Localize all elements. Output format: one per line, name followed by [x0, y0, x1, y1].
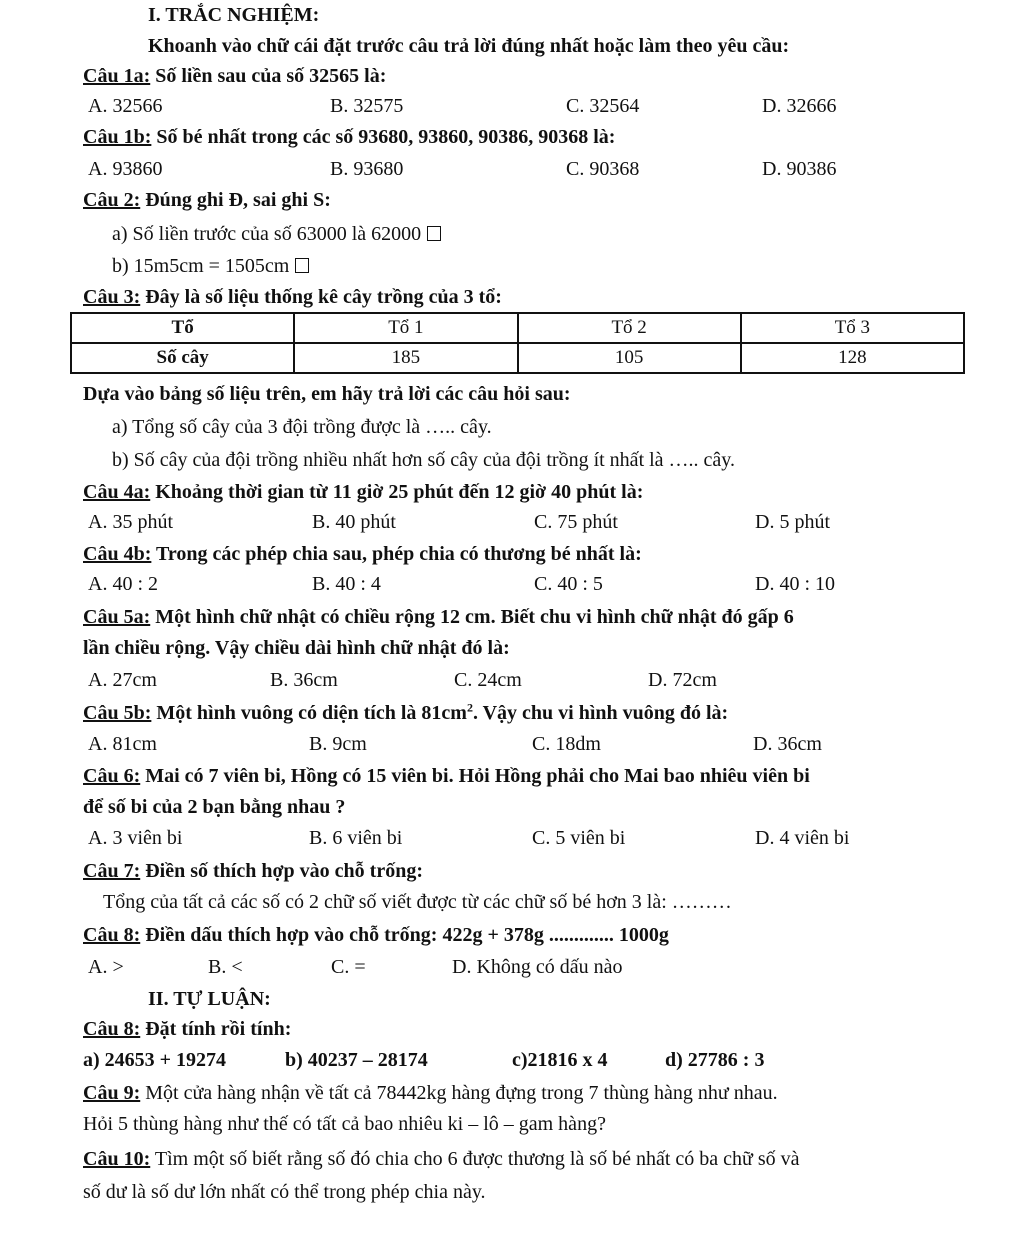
- option-d[interactable]: D. 90386: [762, 158, 837, 180]
- answer-checkbox[interactable]: [427, 226, 441, 241]
- option-b[interactable]: B. 32575: [330, 95, 404, 117]
- q3-item-a: a) Tổng số cây của 3 đội trồng được là ….. cây.: [112, 416, 492, 438]
- option-c[interactable]: C. 90368: [566, 158, 640, 180]
- option-c[interactable]: C. 40 : 5: [534, 573, 603, 595]
- q2-item-b-text: b) 15m5cm = 1505cm: [112, 255, 290, 277]
- question-text: Một hình chữ nhật có chiều rộng 12 cm. Biết chu vi hình chữ nhật đó gấp 6: [150, 606, 794, 628]
- question-text: Khoảng thời gian từ 11 giờ 25 phút đến 12 giờ 40 phút là:: [150, 481, 644, 503]
- q3-item-b: b) Số cây của đội trồng nhiều nhất hơn số cây của đội trồng ít nhất là ….. cây.: [112, 449, 736, 471]
- option-c[interactable]: C. 24cm: [454, 669, 522, 691]
- question-text: Đặt tính rồi tính:: [140, 1018, 292, 1040]
- question-text: Số liền sau của số 32565 là:: [150, 65, 387, 87]
- question-text: Mai có 7 viên bi, Hồng có 15 viên bi. Hỏi Hồng phải cho Mai bao nhiêu viên bi: [140, 765, 810, 787]
- table-cell: Số cây: [71, 343, 294, 373]
- question-text-end: . Vậy chu vi hình vuông đó là:: [472, 702, 729, 724]
- tree-stats-table: [70, 312, 965, 374]
- option-a[interactable]: A. >: [88, 956, 124, 978]
- calc-item-c: c)21816 x 4: [512, 1049, 608, 1071]
- table-cell: Tổ 2: [518, 313, 741, 343]
- question-label: Câu 3:: [83, 286, 141, 308]
- option-b[interactable]: B. 40 : 4: [312, 573, 381, 595]
- question-label: Câu 8:: [83, 924, 141, 946]
- option-a[interactable]: A. 35 phút: [88, 511, 173, 533]
- option-a[interactable]: A. 3 viên bi: [88, 827, 183, 849]
- option-d[interactable]: D. 5 phút: [755, 511, 830, 533]
- option-a[interactable]: A. 93860: [88, 158, 163, 180]
- question-label: Câu 10:: [83, 1148, 151, 1170]
- question-text: Đây là số liệu thống kê cây trồng của 3 tổ:: [140, 286, 502, 308]
- table-cell: 185: [294, 343, 517, 373]
- superscript: 2: [466, 700, 473, 715]
- question-text: Tìm một số biết rằng số đó chia cho 6 được thương là số bé nhất có ba chữ số và: [150, 1148, 800, 1170]
- q2-item-a-text: a) Số liền trước của số 63000 là 62000: [112, 223, 422, 245]
- question-label: Câu 4a:: [83, 481, 151, 503]
- question-label: Câu 1a:: [83, 65, 151, 87]
- option-b[interactable]: B. 93680: [330, 158, 404, 180]
- question-text: Một cửa hàng nhận về tất cả 78442kg hàng đựng trong 7 thùng hàng như nhau.: [140, 1082, 778, 1104]
- question-7-body: Tổng của tất cả các số có 2 chữ số viết được từ các chữ số bé hơn 3 là: ………: [103, 891, 732, 913]
- option-b[interactable]: B. <: [208, 956, 243, 978]
- question-1b: [83, 124, 615, 150]
- question-10-line2: số dư là số dư lớn nhất có thể trong phép chia này.: [83, 1181, 486, 1203]
- question-text: Một hình vuông có diện tích là 81cm: [151, 702, 467, 724]
- question-9: [83, 1080, 778, 1106]
- question-5a-line2: lần chiều rộng. Vậy chiều dài hình chữ nhật đó là:: [83, 637, 510, 659]
- option-c[interactable]: C. =: [331, 956, 366, 978]
- question-6-line2: để số bi của 2 bạn bằng nhau ?: [83, 796, 346, 818]
- q3-prompt: Dựa vào bảng số liệu trên, em hãy trả lời các câu hỏi sau:: [83, 383, 571, 405]
- option-a[interactable]: A. 81cm: [88, 733, 157, 755]
- option-b[interactable]: B. 40 phút: [312, 511, 396, 533]
- question-label: Câu 5b:: [83, 702, 152, 724]
- option-c[interactable]: C. 5 viên bi: [532, 827, 626, 849]
- calc-item-d: d) 27786 : 3: [665, 1049, 765, 1071]
- calc-item-b: b) 40237 – 28174: [285, 1049, 428, 1071]
- question-label: Câu 8:: [83, 1018, 141, 1040]
- question-4b: [83, 541, 642, 567]
- question-1a: [83, 63, 386, 89]
- option-c[interactable]: C. 32564: [566, 95, 640, 117]
- table-header-row: [71, 313, 964, 343]
- answer-checkbox[interactable]: [295, 258, 309, 273]
- question-8-essay: [83, 1016, 291, 1042]
- option-b[interactable]: B. 6 viên bi: [309, 827, 403, 849]
- table-row: [71, 343, 964, 373]
- question-7: [83, 858, 423, 884]
- question-label: Câu 6:: [83, 765, 141, 787]
- question-text: Trong các phép chia sau, phép chia có thương bé nhất là:: [151, 543, 642, 565]
- question-label: Câu 7:: [83, 860, 141, 882]
- option-a[interactable]: A. 40 : 2: [88, 573, 158, 595]
- option-d[interactable]: D. 4 viên bi: [755, 827, 850, 849]
- option-d[interactable]: D. Không có dấu nào: [452, 956, 623, 978]
- question-label: Câu 1b:: [83, 126, 152, 148]
- table-cell: Tổ 1: [294, 313, 517, 343]
- question-8: [83, 922, 669, 948]
- option-d[interactable]: D. 36cm: [753, 733, 822, 755]
- question-5a: [83, 604, 794, 630]
- option-a[interactable]: A. 32566: [88, 95, 163, 117]
- option-b[interactable]: B. 9cm: [309, 733, 367, 755]
- option-c[interactable]: C. 18dm: [532, 733, 601, 755]
- question-9-line2: Hỏi 5 thùng hàng như thế có tất cả bao nhiêu ki – lô – gam hàng?: [83, 1113, 606, 1135]
- option-d[interactable]: D. 32666: [762, 95, 837, 117]
- option-a[interactable]: A. 27cm: [88, 669, 157, 691]
- option-b[interactable]: B. 36cm: [270, 669, 338, 691]
- q2-item-b: [112, 253, 309, 279]
- table-cell: Tổ 3: [741, 313, 964, 343]
- q2-item-a: [112, 221, 441, 247]
- question-10: [83, 1146, 800, 1172]
- option-c[interactable]: C. 75 phút: [534, 511, 618, 533]
- question-label: Câu 5a:: [83, 606, 151, 628]
- section-1-heading: I. TRẮC NGHIỆM:: [148, 4, 320, 26]
- question-6: [83, 763, 810, 789]
- table-cell: 128: [741, 343, 964, 373]
- question-2: [83, 187, 331, 213]
- question-label: Câu 9:: [83, 1082, 141, 1104]
- question-text: Số bé nhất trong các số 93680, 93860, 90386, 90368 là:: [151, 126, 616, 148]
- table-cell: 105: [518, 343, 741, 373]
- question-5b: [83, 700, 728, 726]
- table-cell: Tổ: [71, 313, 294, 343]
- question-text: Điền dấu thích hợp vào chỗ trống: 422g + 378g ............. 1000g: [140, 924, 669, 946]
- question-text: Điền số thích hợp vào chỗ trống:: [140, 860, 423, 882]
- section-1-instruction: Khoanh vào chữ cái đặt trước câu trả lời đúng nhất hoặc làm theo yêu cầu:: [148, 35, 790, 57]
- question-label: Câu 2:: [83, 189, 141, 211]
- section-2-heading: II. TỰ LUẬN:: [148, 988, 271, 1010]
- calc-item-a: a) 24653 + 19274: [83, 1049, 227, 1071]
- option-d[interactable]: D. 40 : 10: [755, 573, 835, 595]
- option-d[interactable]: D. 72cm: [648, 669, 717, 691]
- question-label: Câu 4b:: [83, 543, 152, 565]
- question-4a: [83, 479, 643, 505]
- question-3: [83, 284, 502, 310]
- question-text: Đúng ghi Đ, sai ghi S:: [140, 189, 331, 211]
